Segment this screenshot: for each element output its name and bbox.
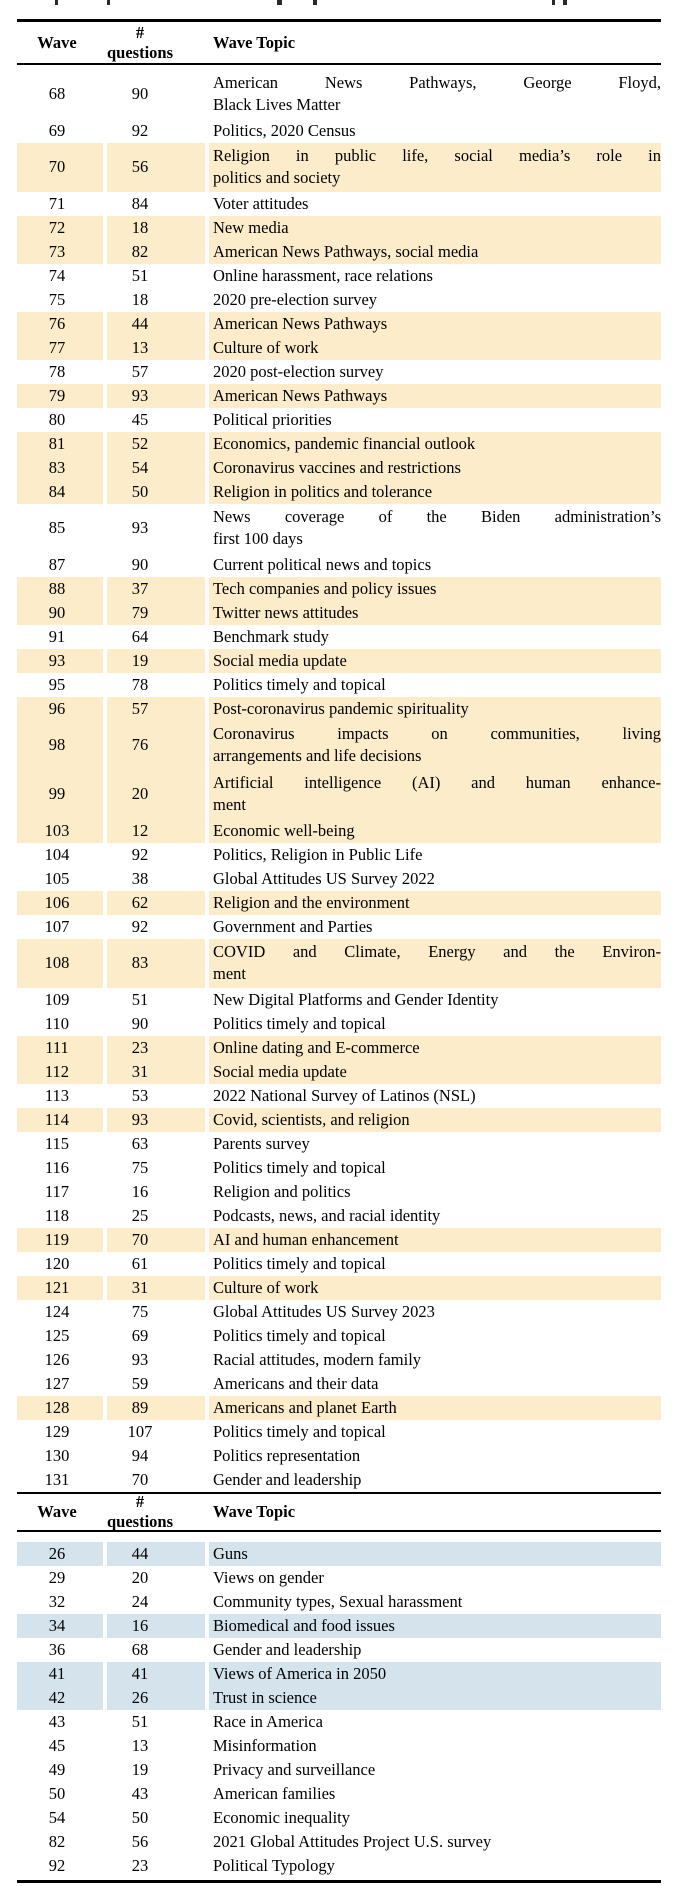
topic-cell: Politics timely and topical: [213, 1157, 386, 1177]
table-row: [17, 1758, 661, 1782]
table-row: [17, 456, 661, 480]
topic-cell: Benchmark study: [213, 626, 329, 646]
questions-cell: 94: [131, 1445, 149, 1465]
topic-cell: [209, 70, 661, 119]
questions-cell: 92: [131, 120, 149, 140]
questions-cell: 93: [131, 518, 149, 537]
topic-cell: Views on gender: [213, 1567, 324, 1587]
questions-cell: 19: [131, 1759, 149, 1779]
topic-cell: Covid, scientists, and religion: [209, 1108, 661, 1132]
table-row: [17, 1662, 661, 1686]
table-row: [17, 432, 661, 456]
topic-cell: Biomedical and food issues: [209, 1614, 661, 1638]
clipped-caption-fragment: [107, 0, 110, 5]
table-row: [17, 673, 661, 697]
table-row: [17, 819, 661, 843]
clipped-caption-fragment: [55, 0, 58, 5]
wave-cell: 42: [17, 1686, 103, 1710]
waves-table-sheet: [17, 19, 661, 1883]
wave-cell: 79: [17, 384, 103, 408]
questions-cell: 90: [131, 84, 149, 103]
table-row: [17, 143, 661, 192]
topic-cell: Podcasts, news, and racial identity: [213, 1205, 441, 1225]
topic-cell: Race in America: [213, 1711, 323, 1731]
questions-cell: 38: [131, 868, 149, 888]
wave-cell: 110: [44, 1013, 70, 1033]
table-row: [17, 721, 661, 770]
topic-cell: American families: [213, 1783, 336, 1803]
table-row: [17, 1060, 661, 1084]
questions-cell: 107: [127, 1421, 153, 1441]
table-row: [17, 1420, 661, 1444]
table-row: [17, 1468, 661, 1492]
questions-cell: 92: [131, 916, 149, 936]
wave-cell: 92: [48, 1855, 66, 1875]
wave-cell: 45: [48, 1735, 66, 1755]
table-row: [17, 1614, 661, 1638]
table-row: [17, 649, 661, 673]
wave-cell: 75: [48, 289, 66, 309]
topic-cell: Politics timely and topical: [213, 1325, 386, 1345]
topic-cell: Economic inequality: [213, 1807, 351, 1827]
questions-cell: 89: [107, 1396, 205, 1420]
wave-cell: 120: [44, 1253, 70, 1273]
wave-cell: 43: [48, 1711, 66, 1731]
table-row: [17, 1204, 661, 1228]
table-row: [17, 119, 661, 143]
table-row: [17, 1444, 661, 1468]
table-row: [17, 1276, 661, 1300]
topic-cell: 2020 post-election survey: [213, 361, 384, 381]
table-row: [17, 1108, 661, 1132]
table-row: [17, 915, 661, 939]
topic-cell: Politics timely and topical: [213, 1013, 386, 1033]
table-row: [17, 770, 661, 819]
questions-cell: 54: [107, 456, 205, 480]
questions-cell: 93: [131, 1349, 149, 1369]
topic-cell: Government and Parties: [213, 916, 373, 936]
questions-cell: 13: [107, 336, 205, 360]
wave-cell: 71: [48, 193, 66, 213]
topic-cell: New media: [209, 216, 661, 240]
questions-cell: 37: [107, 577, 205, 601]
table-row: [17, 312, 661, 336]
topic-cell: Current political news and topics: [213, 554, 432, 574]
table-row: [17, 336, 661, 360]
questions-cell: 50: [131, 1807, 149, 1827]
table-row: [17, 1036, 661, 1060]
topic-cell: 2020 pre-election survey: [213, 289, 378, 309]
questions-cell: 16: [131, 1181, 149, 1201]
table-row: [17, 480, 661, 504]
wave-cell: 124: [44, 1301, 70, 1321]
wave-cell: 90: [17, 601, 103, 625]
table-row: [17, 988, 661, 1012]
topic-cell: Economic well-being: [209, 819, 661, 843]
questions-cell: 64: [131, 626, 149, 646]
wave-cell: 117: [44, 1181, 70, 1201]
wave-cell: 73: [17, 240, 103, 264]
table-row: [17, 1324, 661, 1348]
questions-cell: 61: [131, 1253, 149, 1273]
topic-cell: Americans and their data: [213, 1373, 379, 1393]
wave-cell: 49: [48, 1759, 66, 1779]
wave-cell: 118: [44, 1205, 70, 1225]
wave-cell: 68: [48, 84, 66, 103]
wave-cell: 126: [44, 1349, 70, 1369]
table-row: [17, 1638, 661, 1662]
table-row: [17, 601, 661, 625]
table-row: [17, 192, 661, 216]
topic-cell: Gender and leadership: [213, 1469, 362, 1489]
questions-cell: 82: [107, 240, 205, 264]
questions-cell: 90: [131, 1013, 149, 1033]
questions-cell: 43: [131, 1783, 149, 1803]
wave-cell: 112: [17, 1060, 103, 1084]
questions-cell: 16: [107, 1614, 205, 1638]
topic-line: News coverage of the Biden administration’s: [213, 507, 661, 526]
wave-cell: 32: [48, 1591, 66, 1611]
wave-cell: 96: [17, 697, 103, 721]
questions-cell: 52: [107, 432, 205, 456]
wave-cell: 107: [44, 916, 70, 936]
questions-cell: 79: [107, 601, 205, 625]
topic-line: first 100 days: [213, 529, 303, 548]
topic-cell: Americans and planet Earth: [209, 1396, 661, 1420]
table-row: [17, 504, 661, 553]
table-row: [17, 288, 661, 312]
questions-cell: 57: [131, 361, 149, 381]
questions-cell: 18: [131, 289, 149, 309]
table-row: [17, 240, 661, 264]
wave-cell: 115: [44, 1133, 70, 1153]
table-row: [17, 1372, 661, 1396]
topic-line: arrangements and life decisions: [213, 746, 422, 765]
table-row: [17, 867, 661, 891]
questions-cell: 75: [131, 1301, 149, 1321]
wave-cell: 26: [17, 1542, 103, 1566]
wave-cell: 69: [48, 120, 66, 140]
questions-cell: 59: [131, 1373, 149, 1393]
topic-cell: Culture of work: [209, 336, 661, 360]
topic-cell: 2021 Global Attitudes Project U.S. survey: [213, 1831, 492, 1851]
table-row: [17, 1348, 661, 1372]
questions-cell: 18: [107, 216, 205, 240]
table-row: [17, 264, 661, 288]
table-row: [17, 1132, 661, 1156]
table-row: [17, 1806, 661, 1830]
questions-cell: 25: [131, 1205, 149, 1225]
topic-cell: New Digital Platforms and Gender Identity: [213, 989, 499, 1009]
wave-cell: 91: [48, 626, 66, 646]
wave-cell: 113: [44, 1085, 70, 1105]
questions-cell: 75: [131, 1157, 149, 1177]
table-row: [17, 1300, 661, 1324]
wave-cell: 116: [44, 1157, 70, 1177]
wave-cell: 85: [48, 518, 66, 537]
topic-cell: Politics, Religion in Public Life: [213, 844, 423, 864]
clipped-caption-fragment: [563, 0, 567, 5]
wave-cell: 109: [44, 989, 70, 1009]
questions-cell: 20: [131, 1567, 149, 1587]
questions-cell: 20: [107, 770, 205, 819]
topic-cell: American News Pathways: [209, 312, 661, 336]
topic-cell: Economics, pandemic financial outlook: [209, 432, 661, 456]
topic-cell: Global Attitudes US Survey 2023: [213, 1301, 435, 1321]
wave-cell: 93: [17, 649, 103, 673]
topic-cell: Twitter news attitudes: [209, 601, 661, 625]
wave-cell: 111: [17, 1036, 103, 1060]
questions-cell: 56: [107, 143, 205, 192]
topic-line: ment: [213, 964, 246, 983]
topic-cell: American News Pathways: [209, 384, 661, 408]
questions-cell: 92: [131, 844, 149, 864]
table-row: [17, 1180, 661, 1204]
questions-cell: 84: [131, 193, 149, 213]
topic-cell: [209, 721, 661, 770]
clipped-caption-fragment: [277, 0, 282, 5]
wave-cell: 104: [44, 844, 70, 864]
table-row: [17, 70, 661, 119]
topic-cell: Politics representation: [213, 1445, 361, 1465]
questions-cell: 56: [131, 1831, 149, 1851]
table-row: [17, 697, 661, 721]
table-row: [17, 1854, 661, 1878]
table-row: [17, 891, 661, 915]
topic-cell: Coronavirus vaccines and restrictions: [209, 456, 661, 480]
table-row: [17, 1012, 661, 1036]
table-row: [17, 1830, 661, 1854]
topic-cell: Religion in politics and tolerance: [209, 480, 661, 504]
questions-cell: 44: [107, 1542, 205, 1566]
table-row: [17, 1228, 661, 1252]
wave-cell: 36: [48, 1639, 66, 1659]
wave-cell: 83: [17, 456, 103, 480]
questions-cell: 13: [131, 1735, 149, 1755]
topic-cell: Religion and the environment: [209, 891, 661, 915]
questions-cell: 26: [107, 1686, 205, 1710]
questions-cell: 24: [131, 1591, 149, 1611]
waves-table-recent: [17, 70, 661, 1492]
topic-line: ment: [213, 795, 246, 814]
topic-cell: AI and human enhancement: [209, 1228, 661, 1252]
wave-cell: 72: [17, 216, 103, 240]
clipped-caption-fragment: [313, 0, 317, 5]
topic-cell: Racial attitudes, modern family: [213, 1349, 422, 1369]
table-row: [17, 360, 661, 384]
topic-cell: Political priorities: [213, 409, 332, 429]
wave-cell: 103: [17, 819, 103, 843]
table-row: [17, 1734, 661, 1758]
wave-cell: 106: [17, 891, 103, 915]
questions-cell: 31: [107, 1060, 205, 1084]
table-row: [17, 843, 661, 867]
wave-cell: 81: [17, 432, 103, 456]
topic-cell: [209, 939, 661, 988]
questions-cell: 57: [107, 697, 205, 721]
topic-cell: Privacy and surveillance: [213, 1759, 376, 1779]
questions-cell: 31: [107, 1276, 205, 1300]
topic-cell: Voter attitudes: [213, 193, 309, 213]
topic-cell: Politics timely and topical: [213, 1253, 386, 1273]
wave-cell: 84: [17, 480, 103, 504]
questions-cell: 70: [107, 1228, 205, 1252]
questions-cell: 93: [107, 1108, 205, 1132]
table-row: [17, 553, 661, 577]
topic-cell: Online harassment, race relations: [213, 265, 433, 285]
table-row: [17, 408, 661, 432]
topic-cell: Community types, Sexual harassment: [213, 1591, 463, 1611]
topic-cell: Post-coronavirus pandemic spirituality: [209, 697, 661, 721]
wave-cell: 125: [44, 1325, 70, 1345]
questions-cell: 70: [131, 1469, 149, 1489]
topic-cell: Views of America in 2050: [209, 1662, 661, 1686]
topic-line: American News Pathways, George Floyd,: [213, 73, 661, 92]
topic-cell: [209, 504, 661, 553]
wave-cell: 41: [17, 1662, 103, 1686]
wave-cell: 108: [17, 939, 103, 988]
wave-cell: 34: [17, 1614, 103, 1638]
table-row: [17, 1252, 661, 1276]
wave-cell: 131: [44, 1469, 70, 1489]
topic-column-header: Wave Topic: [213, 1502, 296, 1521]
topic-cell: American News Pathways, social media: [209, 240, 661, 264]
waves-table-heldout: [17, 1542, 661, 1878]
topic-cell: Religion and politics: [213, 1181, 351, 1201]
topic-cell: Social media update: [209, 1060, 661, 1084]
topic-line: politics and society: [213, 168, 341, 187]
questions-column-header: # questions: [107, 22, 174, 62]
wave-cell: 99: [17, 770, 103, 819]
topic-line: COVID and Climate, Energy and the Environ-: [213, 942, 661, 961]
questions-cell: 23: [131, 1855, 149, 1875]
table-row: [17, 577, 661, 601]
table-row: [17, 1686, 661, 1710]
wave-cell: 129: [44, 1421, 70, 1441]
wave-cell: 95: [48, 674, 66, 694]
wave-cell: 80: [48, 409, 66, 429]
topic-line: Coronavirus impacts on communities, living: [213, 724, 661, 743]
topic-line: Religion in public life, social media’s role in: [213, 146, 661, 165]
topic-cell: Social media update: [209, 649, 661, 673]
topic-cell: Tech companies and policy issues: [209, 577, 661, 601]
wave-cell: 29: [48, 1567, 66, 1587]
topic-cell: Global Attitudes US Survey 2022: [213, 868, 435, 888]
table-row: [17, 1396, 661, 1420]
table-row: [17, 1542, 661, 1566]
topic-cell: [209, 143, 661, 192]
wave-cell: 54: [48, 1807, 66, 1827]
questions-cell: 51: [131, 989, 149, 1009]
topic-cell: Culture of work: [209, 1276, 661, 1300]
topic-cell: Gender and leadership: [213, 1639, 362, 1659]
table-row: [17, 1156, 661, 1180]
questions-cell: 50: [107, 480, 205, 504]
wave-cell: 121: [17, 1276, 103, 1300]
table1-header-row: [17, 22, 661, 63]
wave-cell: 119: [17, 1228, 103, 1252]
wave-cell: 50: [48, 1783, 66, 1803]
clipped-caption-fragment: [552, 0, 555, 5]
wave-cell: 87: [48, 554, 66, 574]
topic-cell: [209, 770, 661, 819]
topic-cell: Politics, 2020 Census: [213, 120, 356, 140]
questions-cell: 51: [131, 1711, 149, 1731]
topic-cell: Misinformation: [213, 1735, 317, 1755]
topic-cell: Guns: [209, 1542, 661, 1566]
wave-cell: 130: [44, 1445, 70, 1465]
wave-cell: 98: [17, 721, 103, 770]
table2-header-row: [17, 1494, 661, 1530]
questions-cell: 41: [107, 1662, 205, 1686]
wave-column-header: Wave: [37, 32, 77, 52]
wave-cell: 70: [17, 143, 103, 192]
topic-cell: Politics timely and topical: [213, 1421, 386, 1441]
questions-cell: 12: [107, 819, 205, 843]
wave-cell: 76: [17, 312, 103, 336]
wave-cell: 77: [17, 336, 103, 360]
wave-cell: 74: [48, 265, 66, 285]
table-row: [17, 1782, 661, 1806]
questions-cell: 63: [131, 1133, 149, 1153]
questions-cell: 53: [131, 1085, 149, 1105]
table-row: [17, 1084, 661, 1108]
topic-cell: Online dating and E-commerce: [209, 1036, 661, 1060]
topic-cell: Trust in science: [209, 1686, 661, 1710]
questions-cell: 93: [107, 384, 205, 408]
wave-cell: 88: [17, 577, 103, 601]
questions-cell: 62: [107, 891, 205, 915]
questions-cell: 45: [131, 409, 149, 429]
questions-cell: 44: [107, 312, 205, 336]
questions-cell: 51: [131, 265, 149, 285]
questions-cell: 68: [131, 1639, 149, 1659]
questions-cell: 90: [131, 554, 149, 574]
table-row: [17, 625, 661, 649]
table-row: [17, 384, 661, 408]
topic-line: Black Lives Matter: [213, 95, 341, 114]
questions-cell: 76: [107, 721, 205, 770]
topic-cell: 2022 National Survey of Latinos (NSL): [213, 1085, 476, 1105]
topic-cell: Politics timely and topical: [213, 674, 386, 694]
table-row: [17, 1710, 661, 1734]
bottom-rule: [17, 1880, 661, 1883]
table-row: [17, 216, 661, 240]
questions-column-header: # questions: [107, 1492, 174, 1531]
questions-cell: 19: [107, 649, 205, 673]
wave-cell: 105: [44, 868, 70, 888]
wave-cell: 128: [17, 1396, 103, 1420]
table-row: [17, 939, 661, 988]
wave-cell: 114: [17, 1108, 103, 1132]
questions-cell: 69: [131, 1325, 149, 1345]
topic-column-header: Wave Topic: [213, 32, 296, 52]
wave-cell: 127: [44, 1373, 70, 1393]
questions-cell: 23: [107, 1036, 205, 1060]
topic-cell: Political Typology: [213, 1855, 335, 1875]
wave-cell: 82: [48, 1831, 66, 1851]
wave-column-header: Wave: [37, 1502, 77, 1521]
topic-cell: Parents survey: [213, 1133, 310, 1153]
wave-cell: 78: [48, 361, 66, 381]
questions-cell: 78: [131, 674, 149, 694]
table-row: [17, 1590, 661, 1614]
table-row: [17, 1566, 661, 1590]
topic-line: Artificial intelligence (AI) and human enhance-: [213, 773, 661, 792]
questions-cell: 83: [107, 939, 205, 988]
